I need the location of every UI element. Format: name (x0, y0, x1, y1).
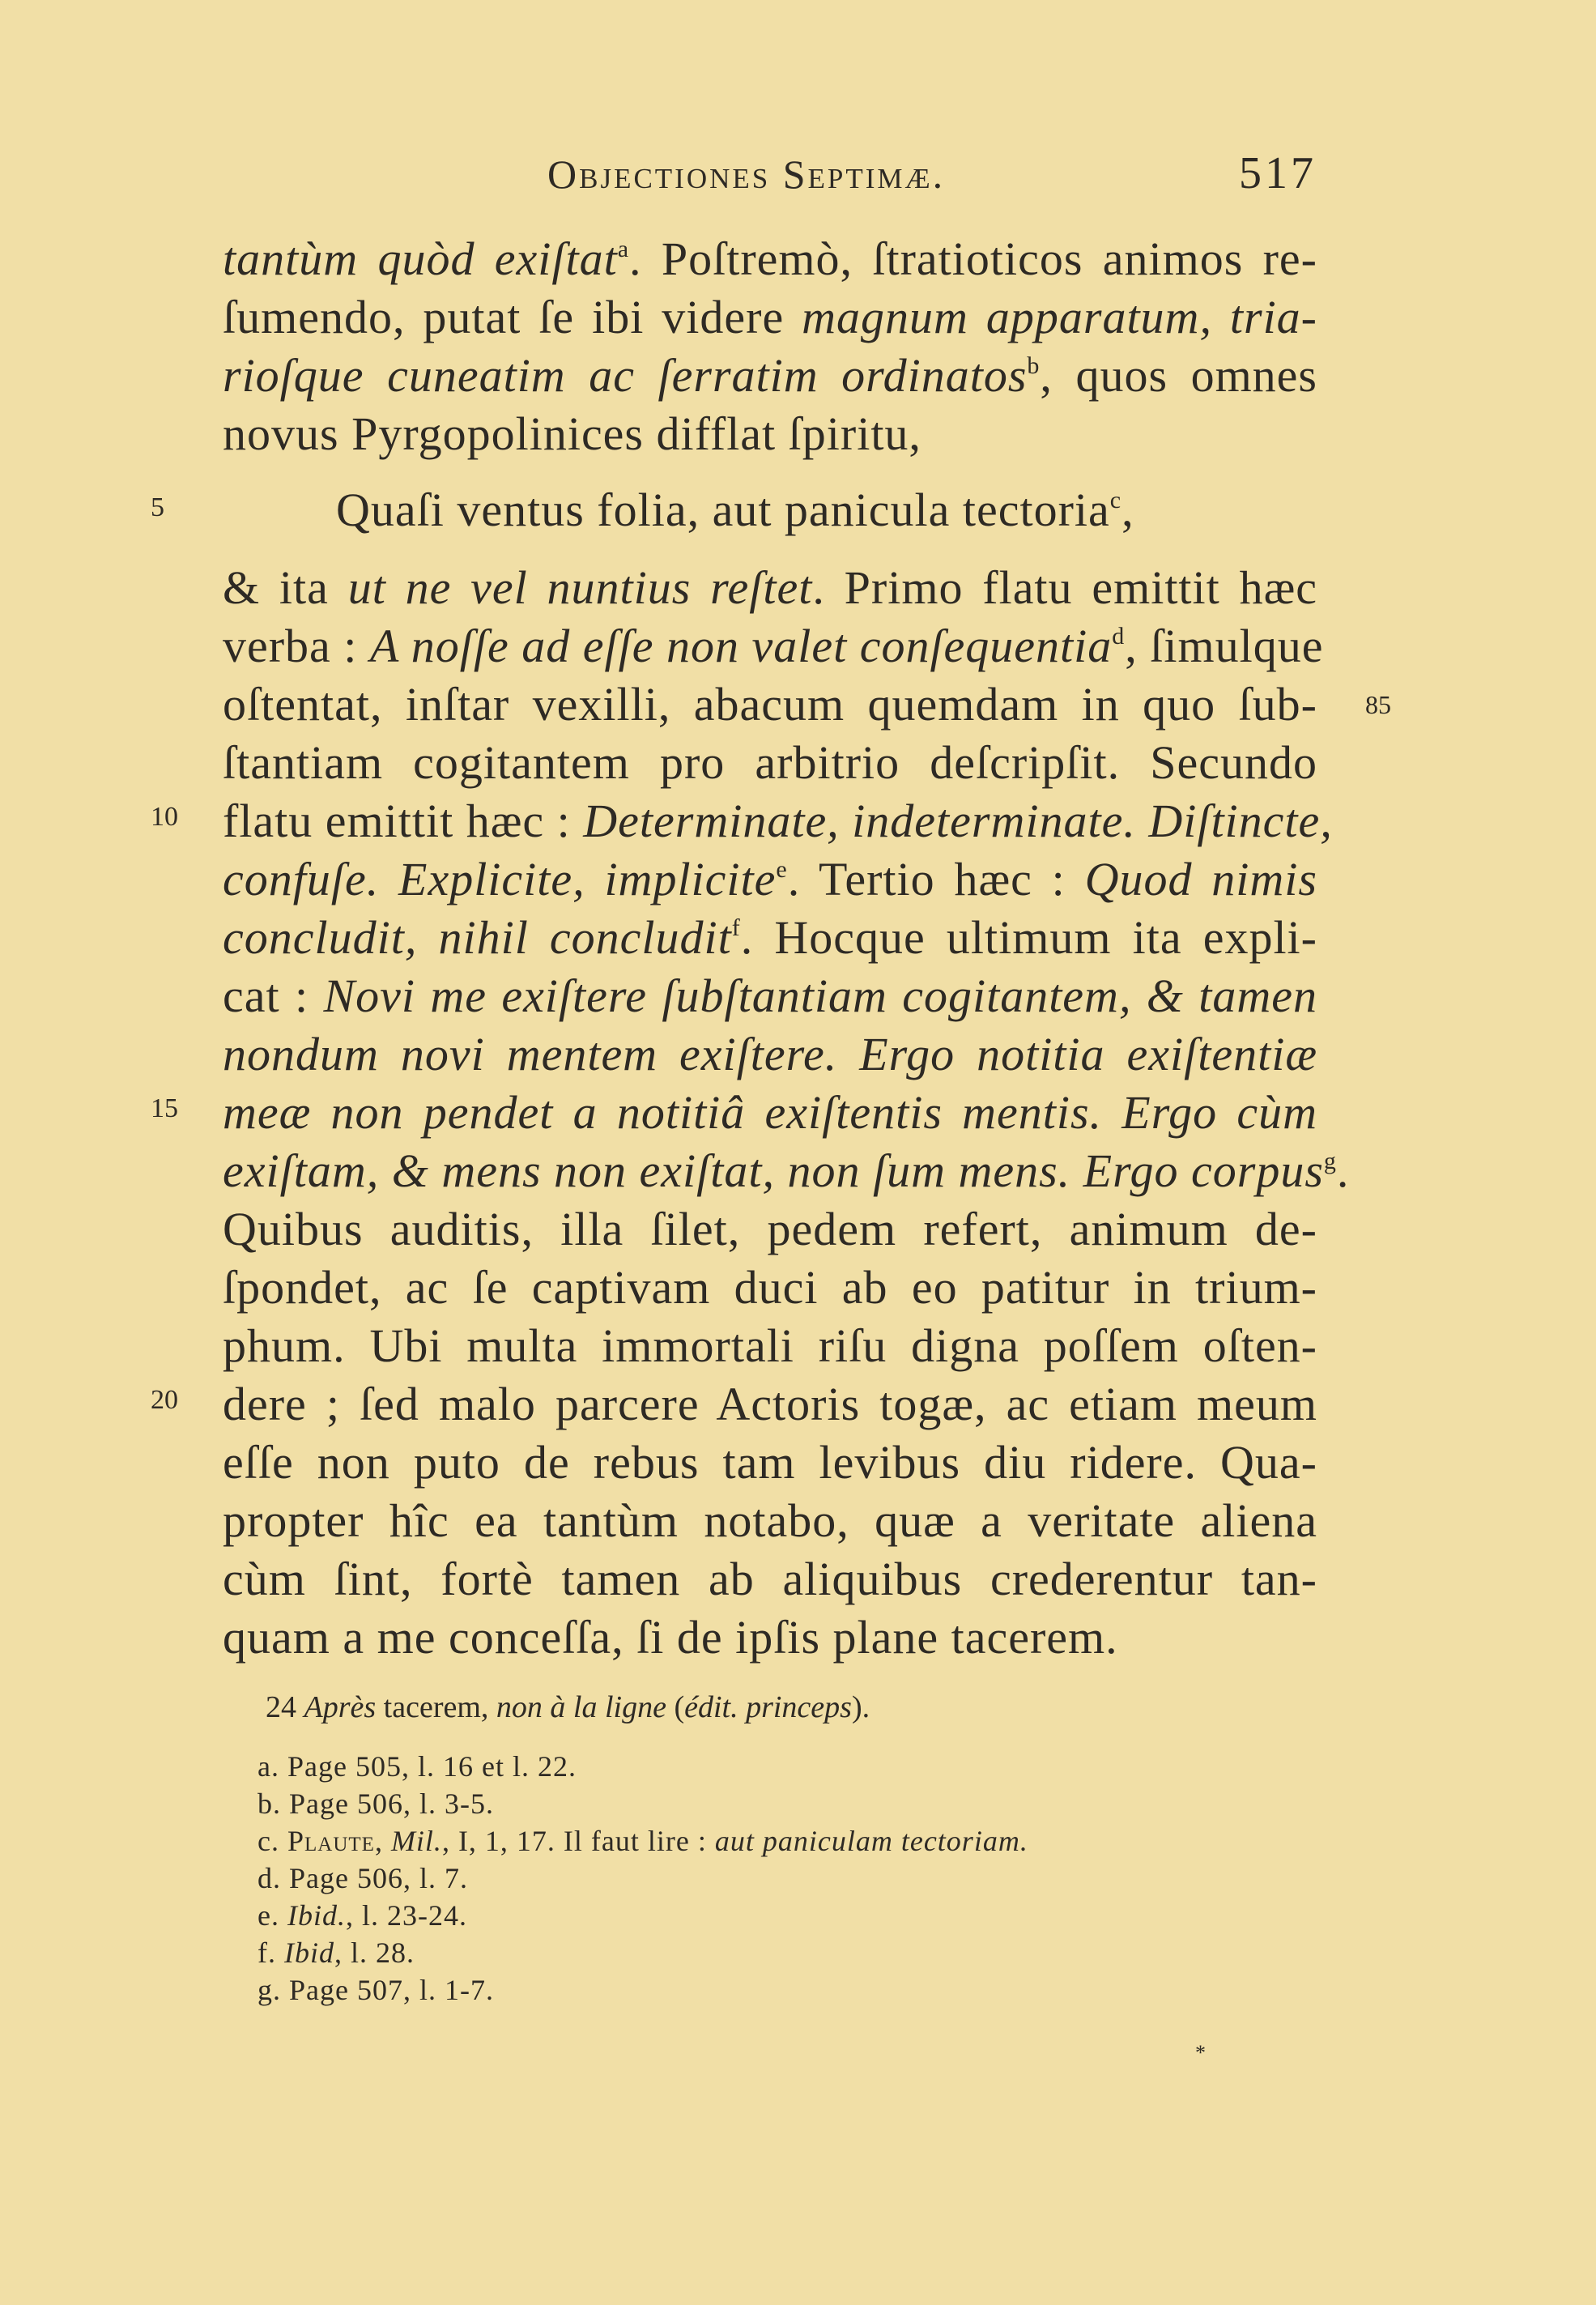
text-span: Quibus auditis, illa ſilet, pedem refert, animum de- (223, 1203, 1317, 1255)
text-span: A noſſe ad eſſe non valet conſequentia (369, 620, 1113, 672)
line-number: 5 (151, 492, 164, 522)
text-span: Quod nimis (1084, 853, 1317, 905)
footnote-marker: g (1323, 1148, 1337, 1174)
text-span: magnum apparatum, tria- (802, 291, 1317, 343)
text-span: quam a me conceſſa, ſi de ipſis plane tacerem. (223, 1611, 1118, 1664)
text-line (223, 1610, 1317, 1664)
text-span: . Poſtremò, ſtratioticos animos re- (629, 232, 1317, 285)
text-span: oſtentat, inſtar vexilli, abacum quemdam in quo ſub- (223, 678, 1317, 731)
text-span: Après (304, 1690, 377, 1724)
text-span: f. (257, 1936, 284, 1969)
text-span: e. (257, 1899, 287, 1932)
text-span: exiſtam, & mens non exiſtat, non ſum mens. Ergo corpus (223, 1144, 1324, 1197)
footnote (257, 1861, 468, 1895)
text-span: Mil. (390, 1825, 442, 1857)
text-span: ( (666, 1690, 685, 1724)
text-span: eſſe non puto de rebus tam levibus diu ridere. Qua- (223, 1436, 1317, 1489)
text-span: ſtantiam cogitantem pro arbitrio deſcripſit. Secundo (223, 736, 1317, 789)
line-number: 10 (151, 802, 178, 832)
text-span: Novi me exiſtere ſubſtantiam cogitantem, & tamen (323, 969, 1318, 1022)
verse-quotation (223, 483, 1317, 537)
footnote (257, 1749, 577, 1783)
text-line (223, 1202, 1317, 1256)
text-line (223, 619, 1324, 673)
text-line (223, 290, 1317, 344)
text-span: Determinate, indeterminate. Diſtincte, (583, 795, 1333, 847)
text-span: b. Page 506, l. 3-5. (257, 1787, 494, 1820)
text-line (223, 1260, 1317, 1314)
text-line (223, 794, 1333, 848)
text-span: aut paniculam tectoriam. (714, 1825, 1028, 1857)
text-span: , (374, 1825, 391, 1857)
running-head: Objectiones Septimæ. (547, 151, 946, 197)
text-span: verba : (223, 620, 370, 672)
text-line (223, 1493, 1317, 1548)
text-span: rioſque cuneatim ac ſerratim ordinatos (223, 349, 1028, 402)
text-line (223, 560, 1317, 615)
text-span: ſpondet, ac ſe captivam duci ab eo patitur in trium- (223, 1261, 1317, 1314)
text-span: , l. 28. (334, 1936, 415, 1969)
footnote-marker: b (1027, 352, 1041, 379)
footnote (257, 1824, 1028, 1858)
text-span: , l. 23-24. (345, 1899, 467, 1932)
text-span: c. (257, 1825, 287, 1857)
text-span: , I, 1, 17. Il faut lire : (441, 1825, 715, 1857)
text-line (223, 1435, 1317, 1489)
text-line (223, 1027, 1317, 1081)
text-line (223, 1319, 1317, 1373)
text-line (223, 969, 1317, 1023)
page-number: 517 (1239, 148, 1317, 198)
text-span: nondum novi mentem exiſtere. Ergo notitia exiſtentiæ (223, 1028, 1317, 1080)
text-span: cat : (223, 969, 324, 1022)
text-line (223, 910, 1317, 965)
text-span: , (1121, 484, 1134, 536)
text-span: Ibid. (287, 1899, 346, 1932)
text-span: dere ; ſed malo parcere Actoris togæ, ac etiam meum (223, 1378, 1317, 1430)
text-span: confuſe. Explicite, implicite (223, 853, 777, 905)
text-span: Ibid (284, 1936, 334, 1969)
ornament-mark: * (1195, 2041, 1206, 2064)
text-span: d. Page 506, l. 7. (257, 1862, 468, 1894)
text-span: , ſimulque (1125, 620, 1324, 672)
text-span: phum. Ubi multa immortali riſu digna poſſem oſten- (223, 1319, 1317, 1372)
text-line (223, 1085, 1317, 1140)
text-line (223, 735, 1317, 790)
text-span: . Primo flatu emittit hæc (812, 561, 1317, 614)
text-span: . Tertio hæc : (787, 853, 1085, 905)
text-line (223, 677, 1317, 731)
footnote (257, 1936, 415, 1970)
footnote-marker: a (617, 236, 630, 262)
footnote-marker: d (1112, 623, 1126, 650)
footnote-marker: f (731, 914, 741, 941)
text-span: Plaute (287, 1825, 375, 1857)
text-line (223, 1377, 1317, 1431)
footnote (257, 1787, 494, 1821)
text-span: meæ non pendet a notitiâ exiſtentis mentis. Ergo cùm (223, 1086, 1317, 1139)
text-span: ut ne vel nuntius reſtet (347, 561, 813, 614)
text-span: 24 (266, 1690, 304, 1724)
variant-note (266, 1689, 870, 1725)
footnote (257, 1973, 494, 2007)
text-span: novus Pyrgopolinices difflat ſpiritu, (223, 407, 921, 460)
text-span: tacerem, (376, 1690, 496, 1724)
footnote (257, 1898, 467, 1932)
line-number: 15 (151, 1093, 178, 1123)
text-span: non à la ligne (496, 1690, 666, 1724)
text-span: ſumendo, putat ſe ibi videre (223, 291, 802, 343)
text-span: tantùm quòd exiſtat (223, 232, 618, 285)
text-line (223, 348, 1317, 403)
margin-page-reference: 85 (1365, 690, 1391, 719)
text-span: g. Page 507, l. 1-7. (257, 1974, 494, 2006)
text-span: , quos omnes (1040, 349, 1317, 402)
text-span: flatu emittit hæc : (223, 795, 584, 847)
text-span: Quaſi ventus folia, aut panicula tectoria (336, 484, 1110, 536)
footnote-marker: e (776, 856, 788, 883)
text-span: & ita (223, 561, 348, 614)
text-line (223, 232, 1317, 286)
text-span: édit. princeps (684, 1690, 852, 1724)
text-span: concludit, nihil concludit (223, 911, 732, 964)
text-span: cùm ſint, fortè tamen ab aliquibus crederentur tan- (223, 1553, 1317, 1605)
text-span: a. Page 505, l. 16 et l. 22. (257, 1750, 577, 1783)
text-line (223, 1144, 1350, 1198)
text-span: ). (851, 1690, 870, 1724)
text-span: propter hîc ea tantùm notabo, quæ a veritate aliena (223, 1494, 1317, 1547)
text-span: . Hocque ultimum ita expli- (740, 911, 1317, 964)
footnote-marker: c (1109, 487, 1122, 513)
text-line (223, 1552, 1317, 1606)
text-line (223, 852, 1317, 906)
line-number: 20 (151, 1385, 178, 1415)
text-span: . (1336, 1144, 1350, 1197)
text-line (223, 407, 1317, 461)
